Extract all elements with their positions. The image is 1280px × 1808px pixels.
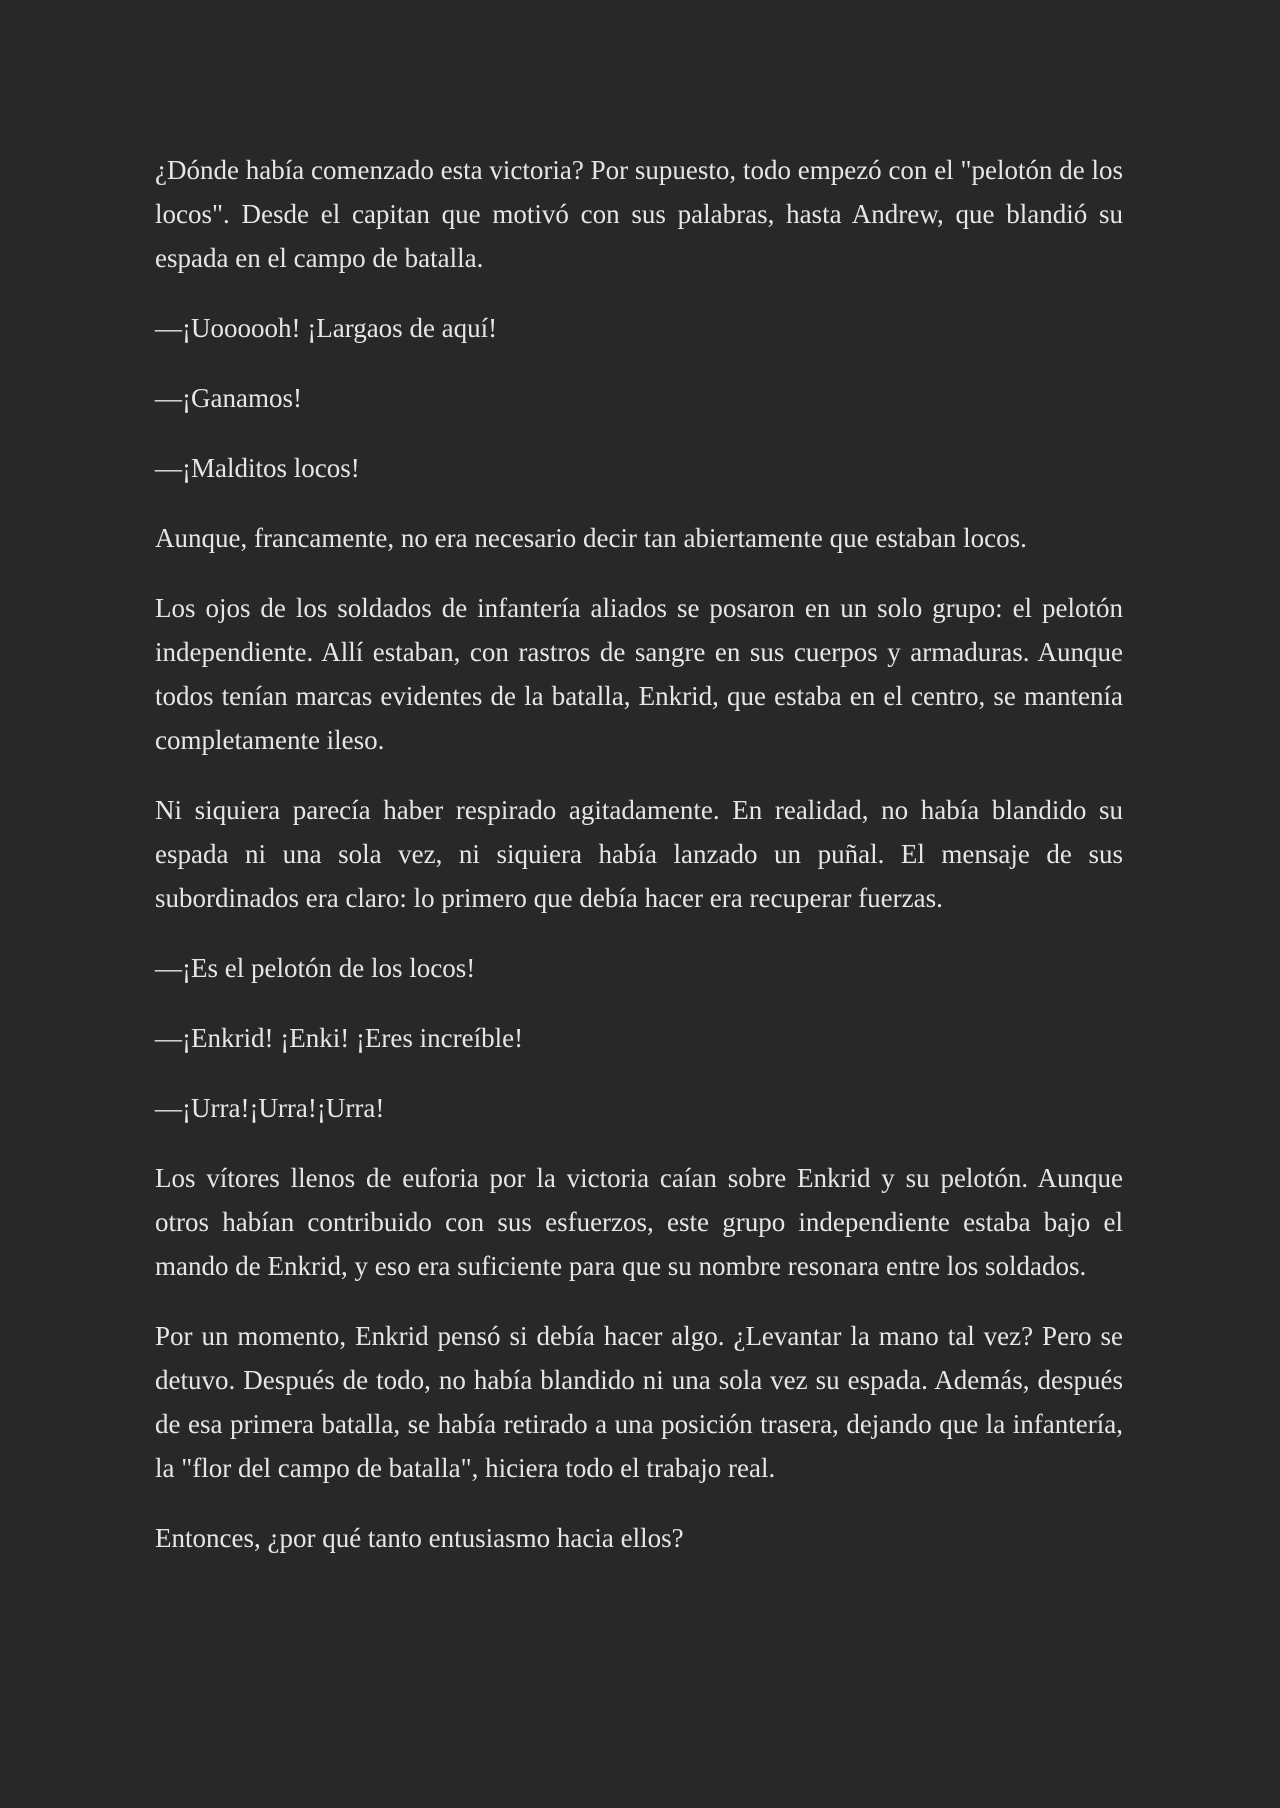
- paragraph-dialogue: —¡Uoooooh! ¡Largaos de aquí!: [155, 313, 498, 343]
- paragraph-narration: Por un momento, Enkrid pensó si debía hacer algo. ¿Levantar la mano tal vez? Pero se detuvo. Después de todo, no había blandido ni una sola vez su espada. Además, después de esa primera batalla, se había retirado a una posición trasera, dejando que la infantería, la "flor del campo de batalla", hiciera todo el trabajo real.: [155, 1321, 1123, 1483]
- paragraph-dialogue: —¡Es el pelotón de los locos!: [155, 953, 476, 983]
- reader-content: [155, 148, 1123, 1586]
- paragraph-dialogue: —¡Urra!¡Urra!¡Urra!: [155, 1093, 385, 1123]
- paragraph-narration: Aunque, francamente, no era necesario decir tan abiertamente que estaban locos.: [155, 523, 1027, 553]
- paragraph-dialogue: —¡Ganamos!: [155, 383, 302, 413]
- paragraph-narration: Los vítores llenos de euforia por la victoria caían sobre Enkrid y su pelotón. Aunque otros habían contribuido con sus esfuerzos, este grupo independiente estaba bajo el mando de Enkrid, y eso era suficiente para que su nombre resonara entre los soldados.: [155, 1163, 1123, 1281]
- paragraph-dialogue: —¡Malditos locos!: [155, 453, 360, 483]
- paragraph-narration: ¿Dónde había comenzado esta victoria? Por supuesto, todo empezó con el "pelotón de los locos". Desde el capitan que motivó con sus palabras, hasta Andrew, que blandió su espada en el campo de batalla.: [155, 155, 1123, 273]
- paragraph-narration: Ni siquiera parecía haber respirado agitadamente. En realidad, no había blandido su espada ni una sola vez, ni siquiera había lanzado un puñal. El mensaje de sus subordinados era claro: lo primero que debía hacer era recuperar fuerzas.: [155, 795, 1123, 913]
- paragraph-narration: Los ojos de los soldados de infantería aliados se posaron en un solo grupo: el pelotón independiente. Allí estaban, con rastros de sangre en sus cuerpos y armaduras. Aunque todos tenían marcas evidentes de la batalla, Enkrid, que estaba en el centro, se mantenía completamente ileso.: [155, 593, 1123, 755]
- paragraph-dialogue: —¡Enkrid! ¡Enki! ¡Eres increíble!: [155, 1023, 524, 1053]
- paragraph-narration: Entonces, ¿por qué tanto entusiasmo hacia ellos?: [155, 1523, 684, 1553]
